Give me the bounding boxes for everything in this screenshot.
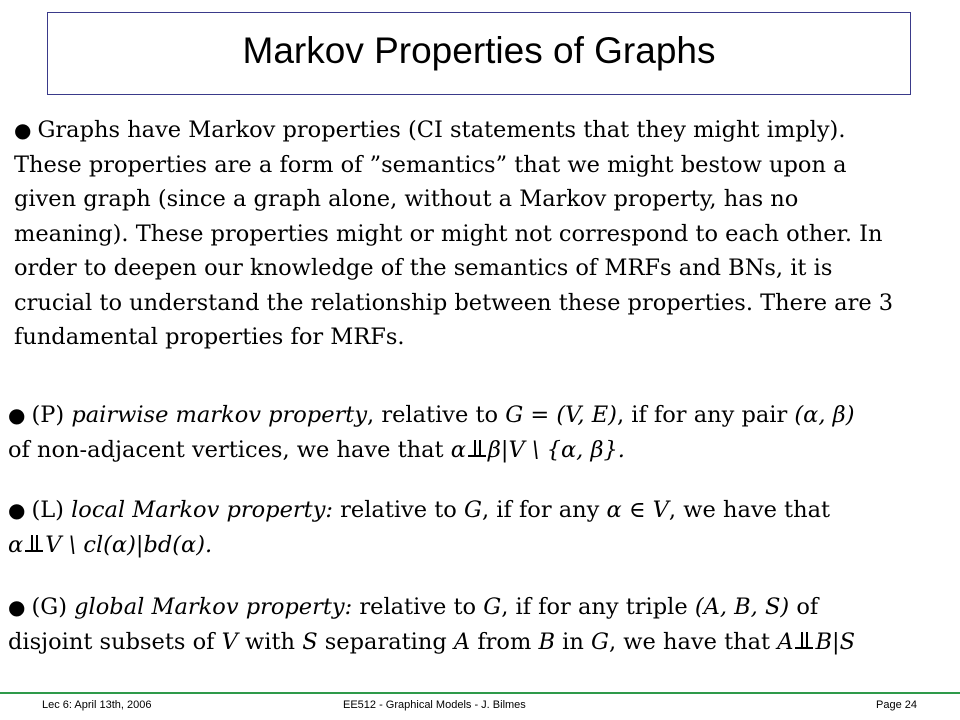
intro-line: meaning). These properties might or might not correspond to each other. In [14, 220, 883, 247]
independence-icon [23, 535, 45, 553]
independence-icon [793, 632, 815, 650]
bullet-icon: ● [8, 498, 26, 522]
footer-divider [0, 692, 960, 694]
bullet-icon: ● [14, 118, 32, 142]
footer-right: Page 24 [876, 699, 917, 711]
intro-line: order to deepen our knowledge of the semantics of MRFs and BNs, it is [14, 255, 833, 281]
bullet-icon: ● [8, 403, 26, 427]
property-name: pairwise markov property [71, 402, 368, 428]
intro-line: given graph (since a graph alone, without a Markov property, has no [14, 186, 799, 212]
intro-line: fundamental properties for MRFs. [14, 324, 405, 350]
independence-icon [466, 440, 488, 458]
property-name: local Markov property: [71, 497, 333, 523]
footer-left: Lec 6: April 13th, 2006 [42, 699, 152, 711]
footer-center: EE512 - Graphical Models - J. Bilmes [343, 699, 526, 711]
local-property: ● (L) local Markov property: relative to G, if for any α ∈ V, we have that α V \ cl(α)|bd(α). [8, 497, 831, 558]
property-name: global Markov property: [74, 594, 353, 620]
pairwise-property: ● (P) pairwise markov property, relative to G = (V, E), if for any pair (α, β) of non-adjacent vertices, we have that α β|V \ {α, β}. [8, 402, 855, 463]
intro-line: ● Graphs have Markov properties (CI statements that they might imply). [14, 117, 846, 143]
intro-paragraph [14, 113, 954, 355]
intro-line: These properties are a form of ”semantics” that we might bestow upon a [14, 151, 847, 178]
title-box [47, 12, 911, 95]
global-property: ● (G) global Markov property: relative to G, if for any triple (A, B, S) of disjoint subsets of V with S separating A from B in G, we have that A B|S [8, 594, 856, 655]
intro-line: crucial to understand the relationship between these properties. There are 3 [14, 289, 894, 316]
bullet-icon: ● [8, 595, 26, 619]
slide-title: Markov Properties of Graphs [242, 29, 716, 71]
